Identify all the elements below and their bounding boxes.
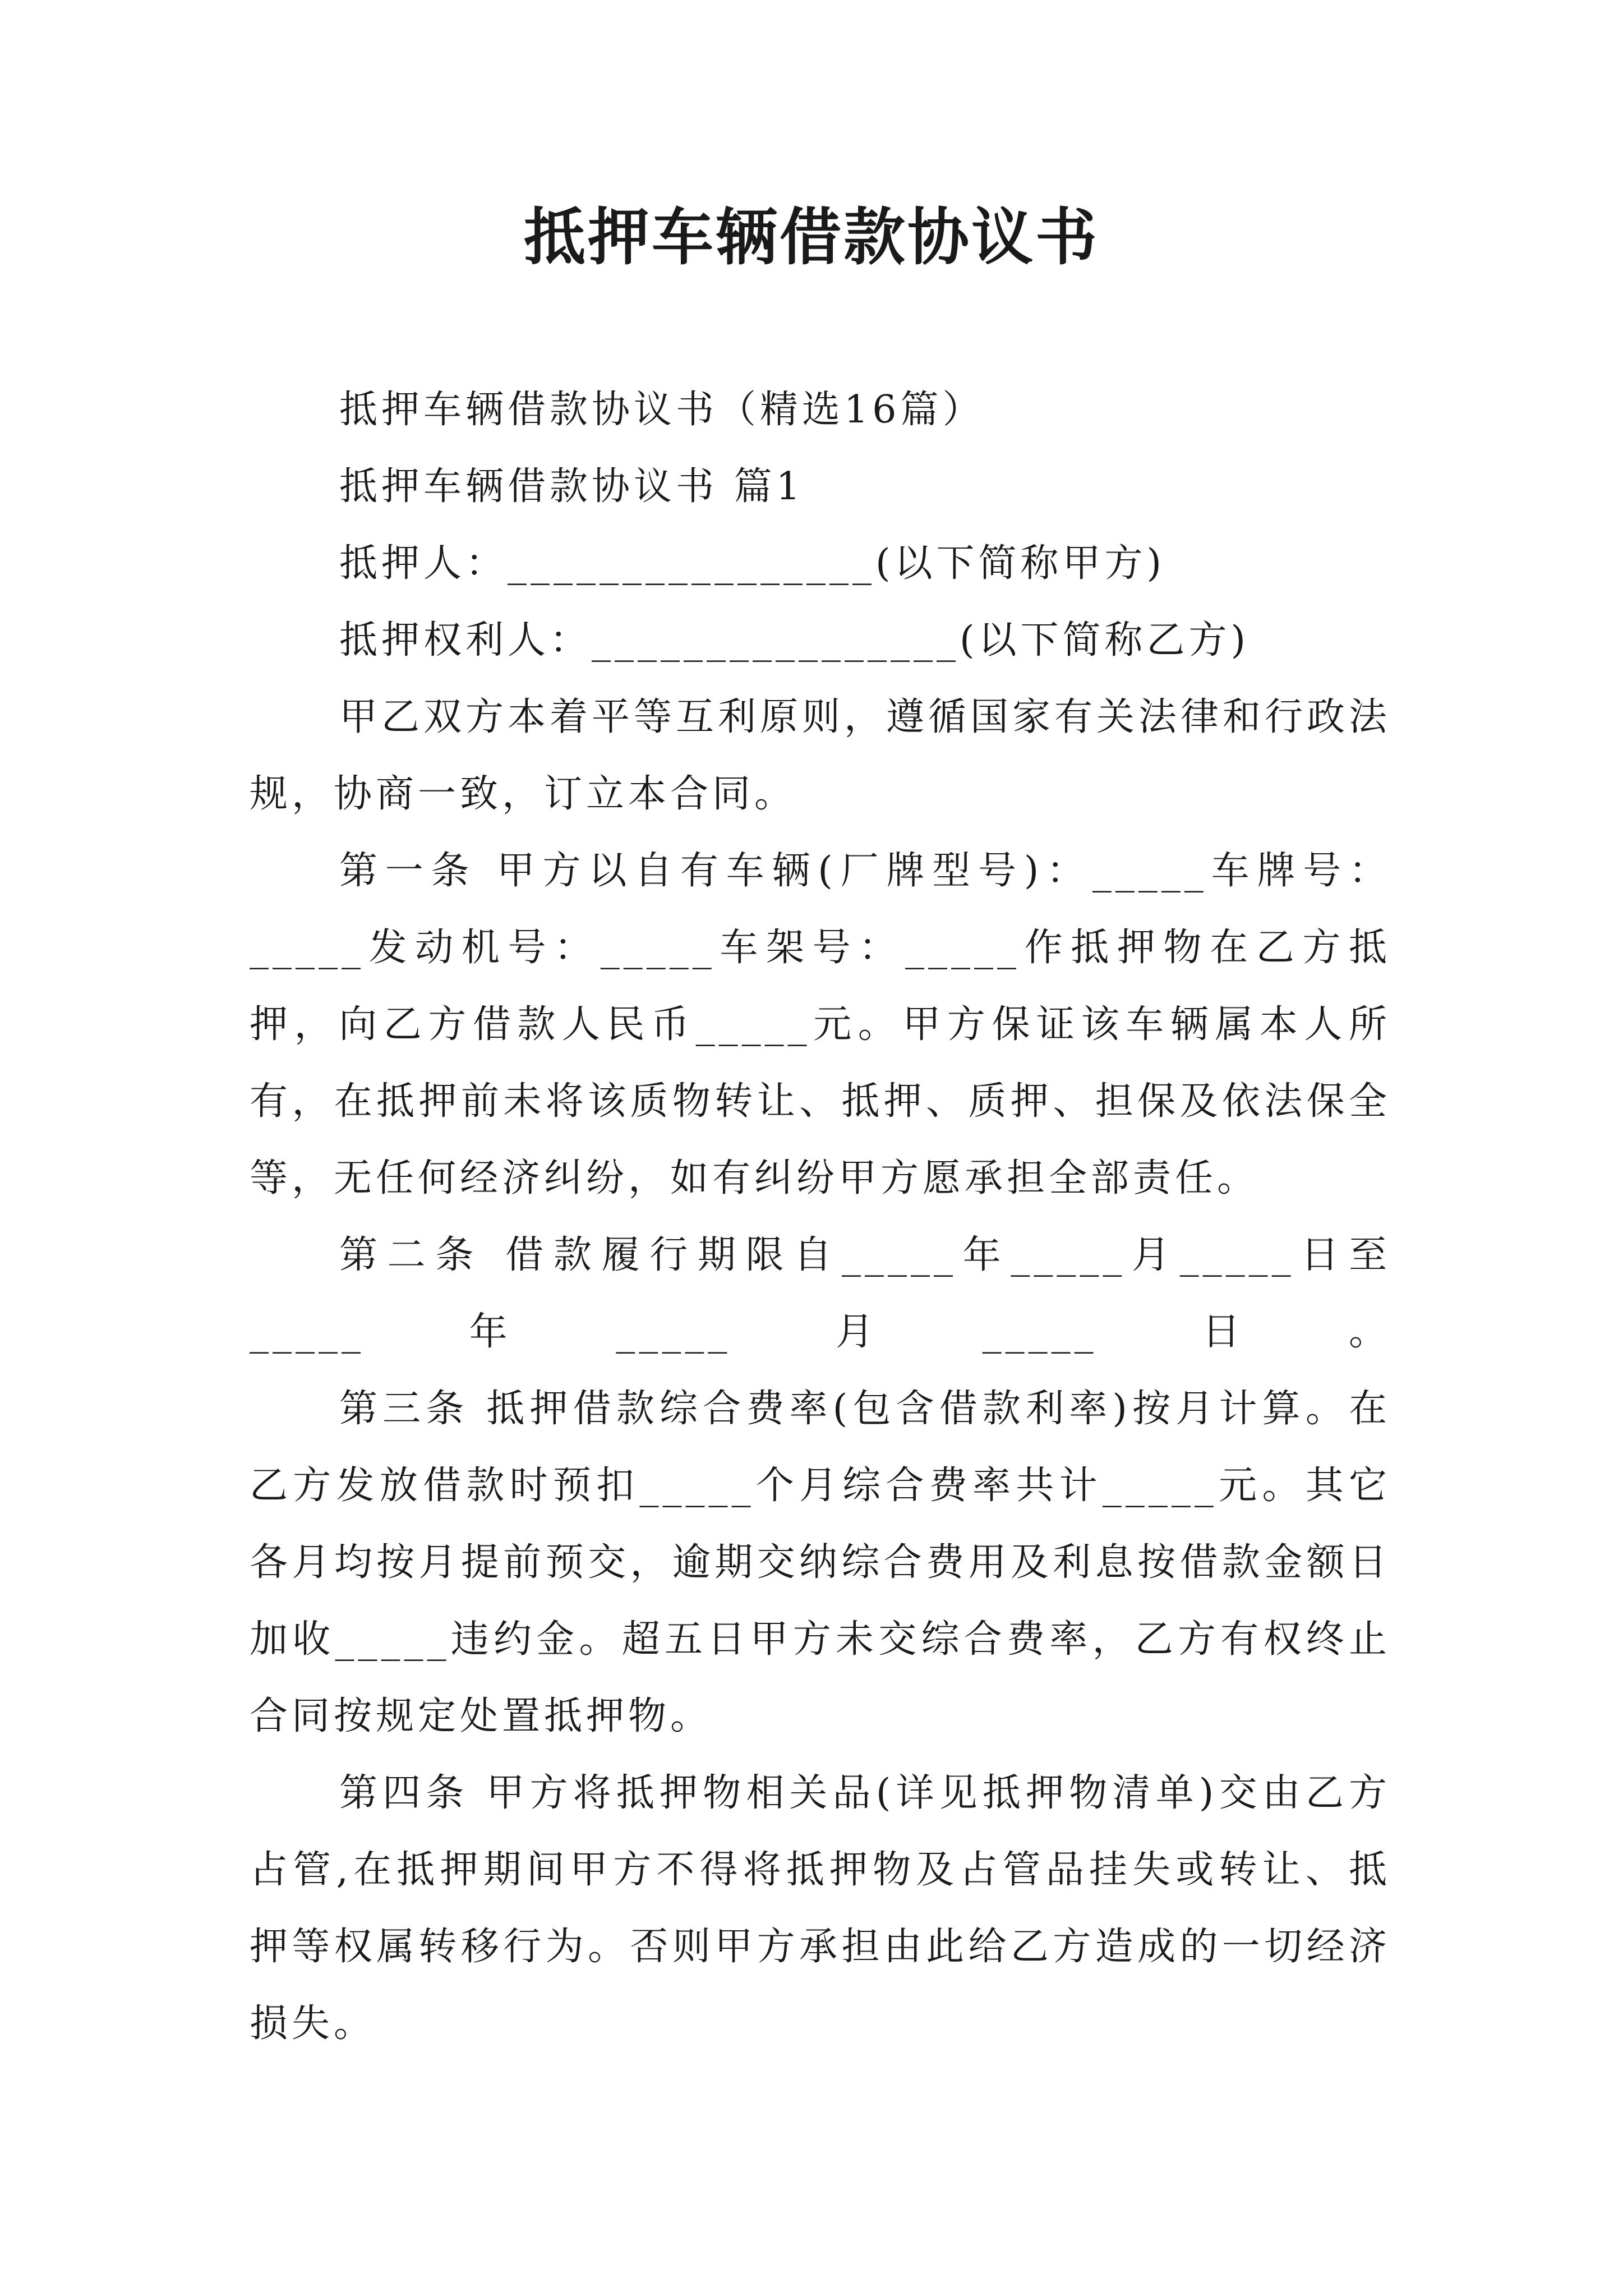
- section-heading: 抵押车辆借款协议书 篇1: [339, 464, 804, 509]
- document-body: [250, 371, 1391, 2062]
- article-4-paragraph: 第四条 甲方将抵押物相关品(详见抵押物清单)交由乙方占管,在抵押期间甲方不得将抵押物及占管品挂失或转让、抵押等权属转移行为。否则甲方承担由此给乙方造成的一切经济损失。: [250, 1771, 1391, 2046]
- mortgagee-line: 抵押权利人：________________(以下简称乙方): [339, 618, 1250, 662]
- preamble-paragraph: 甲乙双方本着平等互利原则，遵循国家有关法律和行政法规，协商一致，订立本合同。: [250, 695, 1391, 816]
- document-title: 抵押车辆借款协议书: [524, 201, 1099, 273]
- subtitle-line: 抵押车辆借款协议书（精选16篇）: [339, 388, 985, 432]
- mortgagor-line: 抵押人：________________(以下简称甲方): [339, 541, 1166, 586]
- article-2-paragraph: 第二条 借款履行期限自_____年_____月_____日至_____年_____月_____日。: [250, 1233, 1391, 1354]
- article-3-paragraph: 第三条 抵押借款综合费率(包含借款利率)按月计算。在乙方发放借款时预扣_____个月综合费率共计_____元。其它各月均按月提前预交，逾期交纳综合费用及利息按借款金额日加收_____违约金。超五日甲方未交综合费率，乙方有权终止合同按规定处置抵押物。: [250, 1387, 1391, 1738]
- article-1-paragraph: 第一条 甲方以自有车辆(厂牌型号)：_____车牌号：_____发动机号：_____车架号：_____作抵押物在乙方抵押，向乙方借款人民币_____元。甲方保证该车辆属本人所有，在抵押前未将该质物转让、抵押、质押、担保及依法保全等，无任何经济纠纷，如有纠纷甲方愿承担全部责任。: [250, 849, 1391, 1200]
